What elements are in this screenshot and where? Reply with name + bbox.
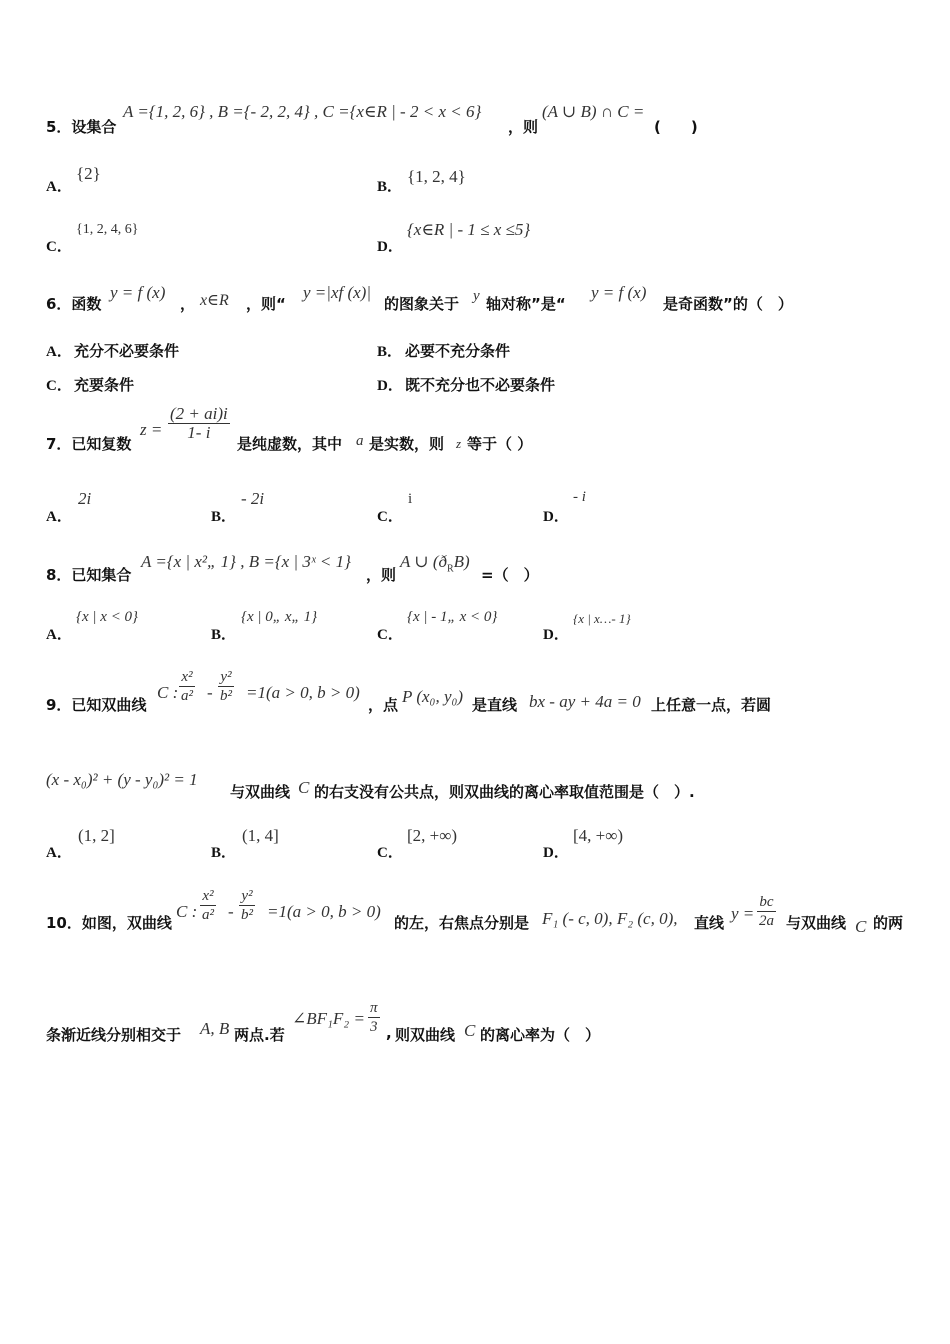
q6-option-d-label: D．: [377, 378, 403, 394]
q7-option-d-label: D．: [543, 509, 569, 525]
q8-option-c-value: {x | - 1„ x < 0}: [407, 609, 498, 625]
q8-option-d-value: {x | x…- 1}: [573, 611, 631, 626]
q5-option-a-label: A．: [46, 179, 72, 195]
q10-y-eq: y =: [731, 904, 755, 923]
q6-text-2: 轴对称”是“: [486, 295, 566, 313]
q7-z-eq: z =: [140, 420, 163, 439]
q5-option-b-label: B．: [377, 179, 403, 195]
q9-line: bx - ay + 4a = 0: [529, 692, 641, 711]
q10-fraction-bc: [757, 893, 776, 930]
q6-text-3: 是奇函数”的（ ）: [663, 295, 793, 313]
q10-a2: a²: [202, 907, 214, 923]
q5-option-a-value: {2}: [76, 164, 101, 183]
q10-eq1: =1(a > 0, b > 0): [267, 902, 381, 921]
q7-denominator: 1- i: [187, 423, 211, 442]
q7-option-a-label: A．: [46, 509, 72, 525]
q10-ab: A, B: [200, 1019, 230, 1038]
q10-text-3: 与双曲线: [786, 914, 847, 932]
q6-func-3: y = f (x): [591, 283, 647, 302]
q10-foci: F₁ (- c, 0), F₂ (c, 0),: [542, 909, 678, 928]
q8-sub-r: R: [446, 563, 454, 575]
q10-minus: -: [228, 902, 234, 921]
q6-option-b-label: B．: [377, 344, 403, 360]
q7-option-c-value: i: [408, 491, 413, 507]
q10-three: 3: [370, 1019, 378, 1035]
q9-option-b-value: (1, 4]: [242, 826, 279, 845]
q7-text-1: 是纯虚数，其中: [237, 435, 343, 453]
q8-then: ，则: [366, 566, 397, 584]
q7-fraction: [168, 405, 230, 442]
q6-option-c-label: C．: [46, 378, 72, 394]
q7-numerator: (2 + ai)i: [170, 404, 228, 423]
q9-point: P (x₀, y₀): [402, 687, 464, 706]
q6-domain: x∈R: [200, 292, 229, 309]
q5-option-b-value: {1, 2, 4}: [407, 167, 466, 186]
q10-text-2: 直线: [694, 914, 725, 932]
q7-text-2: 是实数，则: [369, 435, 445, 453]
q5-then: ，则: [508, 118, 539, 136]
q10-x2: x²: [200, 887, 216, 906]
q8-option-d-label: D．: [543, 627, 569, 643]
q9-text-4: 与双曲线: [230, 783, 291, 801]
q9-text-1: ，点: [368, 696, 399, 714]
q5-stem: 5．设集合: [46, 118, 117, 136]
q10-bc: bc: [757, 893, 776, 912]
q10-text-6: 两点.若: [234, 1026, 285, 1044]
q5-option-c-value: {1, 2, 4, 6}: [76, 222, 139, 237]
q7-option-a-value: 2i: [78, 489, 92, 508]
q9-option-a-label: A．: [46, 845, 72, 861]
q9-option-b-label: B．: [211, 845, 237, 861]
q9-fraction-x: [179, 668, 195, 705]
q8-stem: 8．已知集合: [46, 566, 132, 584]
q10-angle: ∠BF₁F₂ =: [292, 1009, 365, 1028]
q10-fraction-y: [239, 887, 255, 924]
q10-y2: y²: [239, 887, 255, 906]
q8-sets: A ={x | x²„ 1} , B ={x | 3ˣ < 1}: [141, 552, 351, 571]
q10-text-1: 的左，右焦点分别是: [394, 914, 530, 932]
q10-text-7: 则双曲线: [395, 1026, 456, 1044]
q8-expr-end: B): [453, 552, 470, 571]
q5-paren: ( ): [654, 118, 698, 136]
q9-x2: x²: [179, 668, 195, 687]
q6-option-b-value: 必要不充分条件: [405, 342, 511, 360]
q10-c-colon: C :: [176, 902, 198, 921]
q9-stem: 9．已知双曲线: [46, 696, 147, 714]
q7-option-b-value: - 2i: [241, 489, 265, 508]
q6-option-d-value: 既不充分也不必要条件: [405, 376, 556, 394]
q9-fraction-y: [218, 668, 234, 705]
q9-option-a-value: (1, 2]: [78, 826, 115, 845]
q10-b2: b²: [241, 907, 253, 923]
q6-func-1: y = f (x): [110, 283, 166, 302]
q6-text-1: 的图象关于: [384, 295, 460, 313]
q9-b2: b²: [220, 688, 232, 704]
q9-text-5: 的右支没有公共点，则双曲线的离心率取值范围是（ ）.: [314, 783, 695, 801]
q9-text-3: 上任意一点，若圆: [651, 696, 772, 714]
q10-pi: π: [370, 1000, 378, 1016]
q5-sets: A ={1, 2, 6} , B ={- 2, 2, 4} , C ={x∈R | - 2 < x < 6}: [123, 102, 482, 121]
q8-option-b-value: {x | 0„ x„ 1}: [241, 609, 318, 625]
q9-a2: a²: [181, 688, 193, 704]
q10-fraction-pi: [368, 999, 380, 1036]
q7-option-d-value: - i: [573, 489, 586, 505]
q8-option-a-label: A．: [46, 627, 72, 643]
q7-z: z: [456, 436, 462, 451]
q6-option-a-value: 充分不必要条件: [74, 342, 180, 360]
q8-expr: [400, 552, 470, 574]
q6-comma: ，: [180, 295, 196, 313]
q7-a: a: [356, 433, 364, 449]
q5-expr: (A ∪ B) ∩ C =: [542, 102, 645, 121]
q9-circle: (x - x₀)² + (y - y₀)² = 1: [46, 770, 198, 789]
q6-func-2: y =|xf (x)|: [303, 283, 371, 302]
q5-option-d-label: D．: [377, 239, 403, 255]
q10-text-8: 的离心率为（ ）: [480, 1026, 601, 1044]
q8-option-c-label: C．: [377, 627, 403, 643]
q9-c-colon: C :: [157, 683, 179, 702]
q9-option-d-label: D．: [543, 845, 569, 861]
q7-stem: 7．已知复数: [46, 435, 132, 453]
q7-text-3: 等于（ ）: [467, 435, 533, 453]
q10-c: C: [855, 917, 867, 936]
q10-text-4: 的两: [873, 914, 904, 932]
q9-text-2: 是直线: [472, 696, 518, 714]
q5-option-d-value: {x∈R | - 1 ≤ x ≤5}: [407, 220, 531, 239]
q8-expr-start: A ∪ (ð: [400, 552, 447, 571]
q10-fraction-x: [200, 887, 216, 924]
q6-option-a-label: A．: [46, 344, 72, 360]
q9-option-c-value: [2, +∞): [407, 826, 458, 845]
q9-eq1: =1(a > 0, b > 0): [246, 683, 360, 702]
q9-option-c-label: C．: [377, 845, 403, 861]
q9-minus: -: [207, 683, 213, 702]
q6-stem: 6．函数: [46, 295, 102, 313]
q8-option-b-label: B．: [211, 627, 237, 643]
q10-text-5: 条渐近线分别相交于: [46, 1026, 182, 1044]
q10-2a: 2a: [759, 913, 774, 929]
q10-comma: ,: [386, 1024, 392, 1042]
q8-tail: =（ ）: [481, 566, 539, 584]
q7-option-b-label: B．: [211, 509, 237, 525]
q6-then: ，则“: [246, 295, 286, 313]
q9-option-d-value: [4, +∞): [573, 826, 624, 845]
q10-stem: 10．如图，双曲线: [46, 914, 172, 932]
q5-option-c-label: C．: [46, 239, 72, 255]
q6-y: y: [473, 288, 480, 304]
q7-option-c-label: C．: [377, 509, 403, 525]
q10-c-2: C: [464, 1021, 476, 1040]
q9-y2: y²: [218, 668, 234, 687]
q6-option-c-value: 充要条件: [74, 376, 135, 394]
q8-option-a-value: {x | x < 0}: [76, 609, 139, 625]
q9-c: C: [298, 778, 310, 797]
